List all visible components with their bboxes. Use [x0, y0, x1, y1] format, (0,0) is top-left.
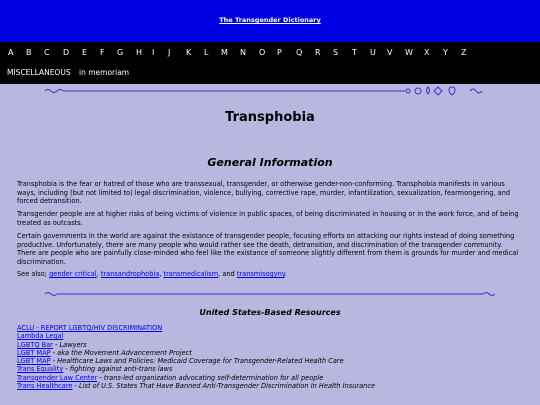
- see-also-end: .: [284, 270, 287, 278]
- nav-letter-s[interactable]: S: [333, 48, 339, 57]
- resource-item: [17, 374, 523, 382]
- alphabet-nav: [0, 42, 540, 84]
- link-transandrophobia[interactable]: transandrophobia: [100, 270, 160, 278]
- resource-link[interactable]: Lambda Legal: [17, 332, 64, 341]
- resource-description: - Healthcare Laws and Policies: Medicaid Coverage for Transgender-Related Health Care: [50, 357, 344, 366]
- resource-item: [17, 382, 523, 390]
- resource-link[interactable]: Trans Equality: [17, 365, 64, 374]
- nav-letter-m[interactable]: M: [221, 48, 228, 57]
- nav-letter-b[interactable]: B: [26, 48, 32, 57]
- nav-letter-k[interactable]: K: [186, 48, 192, 57]
- resource-item: [17, 349, 523, 357]
- paragraph-risks: Transgender people are at higher risks of being victims of violence in public spaces, of being discriminated in housing or in the work force, and of being treated as outcasts.: [17, 210, 519, 227]
- nav-letter-g[interactable]: G: [117, 48, 124, 57]
- nav-letter-n[interactable]: N: [240, 48, 246, 57]
- nav-letter-v[interactable]: V: [387, 48, 393, 57]
- link-transmisogyny[interactable]: transmisogyny: [236, 270, 285, 278]
- resource-item: [17, 341, 523, 349]
- nav-letter-a[interactable]: A: [8, 48, 14, 57]
- nav-letter-q[interactable]: Q: [296, 48, 303, 57]
- ornamental-divider-middle: [40, 287, 500, 301]
- resource-link[interactable]: LGBT MAP: [17, 357, 51, 366]
- nav-letter-i[interactable]: I: [152, 48, 155, 57]
- resource-link[interactable]: Trans Healthcare: [17, 382, 73, 391]
- see-also-separator: , and: [218, 270, 235, 278]
- nav-letter-f[interactable]: F: [100, 48, 105, 57]
- resource-item: [17, 357, 523, 365]
- resource-item: [17, 365, 523, 373]
- resource-description: - fighting against anti-trans laws: [63, 365, 173, 374]
- site-header: [0, 0, 540, 42]
- nav-letter-h[interactable]: H: [136, 48, 143, 57]
- page-title: Transphobia: [225, 110, 315, 125]
- see-also: [17, 270, 523, 279]
- resource-item: [17, 324, 523, 332]
- nav-letter-z[interactable]: Z: [461, 48, 467, 57]
- see-also-prefix: See also;: [17, 270, 47, 278]
- site-title-link[interactable]: The Transgender Dictionary: [219, 16, 321, 24]
- paragraph-governments: Certain governments in the world are against the existance of transgender people, focusing efforts on attacking our rights instead of doing something productive. Unfortunately, there are many people who would rather see the death, detransition, and discrimination of the transgender community. There are people who are painfully close-minded who feel like the existance of someone slightly different from them is grounds for murder and medical discrimination.: [17, 232, 519, 266]
- resource-description: - aka the Movement Advancement Project: [50, 348, 192, 357]
- nav-letter-t[interactable]: T: [352, 48, 357, 57]
- see-also-separator: ,: [96, 270, 99, 278]
- resource-list: [17, 324, 523, 390]
- nav-letter-e[interactable]: E: [82, 48, 88, 57]
- nav-letter-o[interactable]: O: [259, 48, 266, 57]
- link-transmedicalism[interactable]: transmedicalism: [163, 270, 219, 278]
- paragraph-definition: Transphobia is the fear or hatred of those who are transsexual, transgender, or otherwise gender-non-conforming. Transphobia manifests in various ways, including (but not limited to) legal discrimination, violence, bullying, corrective rape, murder, infantilization, sexualization, fearmongering, and forced detransition.: [17, 180, 511, 206]
- resource-item: [17, 332, 523, 340]
- nav-letter-y[interactable]: Y: [443, 48, 448, 57]
- nav-letter-d[interactable]: D: [63, 48, 70, 57]
- see-also-separator: ,: [159, 270, 162, 278]
- resource-link[interactable]: ACLU - REPORT LGBTQ/HIV DISCRIMINATION: [17, 324, 163, 332]
- resource-link[interactable]: LGBT MAP: [17, 348, 51, 357]
- nav-letter-w[interactable]: W: [405, 48, 413, 57]
- nav-letter-u[interactable]: U: [370, 48, 376, 57]
- nav-letter-r[interactable]: R: [315, 48, 321, 57]
- nav-in-memoriam[interactable]: in memoriam: [79, 68, 130, 77]
- nav-letter-l[interactable]: L: [204, 48, 209, 57]
- ornamental-divider-top: [40, 84, 500, 98]
- resource-link[interactable]: LGBTQ Bar: [17, 340, 53, 349]
- section-heading-general: General Information: [207, 156, 333, 169]
- nav-letter-p[interactable]: P: [277, 48, 282, 57]
- resource-link[interactable]: Transgender Law Center: [17, 373, 98, 382]
- nav-miscellaneous[interactable]: MISCELLANEOUS: [7, 68, 71, 77]
- nav-letter-x[interactable]: X: [424, 48, 430, 57]
- resource-description: - trans-led organization advocating self-determination for all people: [97, 373, 324, 382]
- resource-description: - Lawyers: [52, 340, 87, 349]
- resource-description: - List of U.S. States That Have Banned Anti-Transgender Discrimination In Health Insurance: [72, 382, 376, 391]
- section-heading-us-resources: United States-Based Resources: [199, 308, 341, 317]
- link-gender-critical[interactable]: gender critical: [49, 270, 97, 278]
- nav-letter-j[interactable]: J: [168, 48, 171, 57]
- nav-letter-c[interactable]: C: [44, 48, 50, 57]
